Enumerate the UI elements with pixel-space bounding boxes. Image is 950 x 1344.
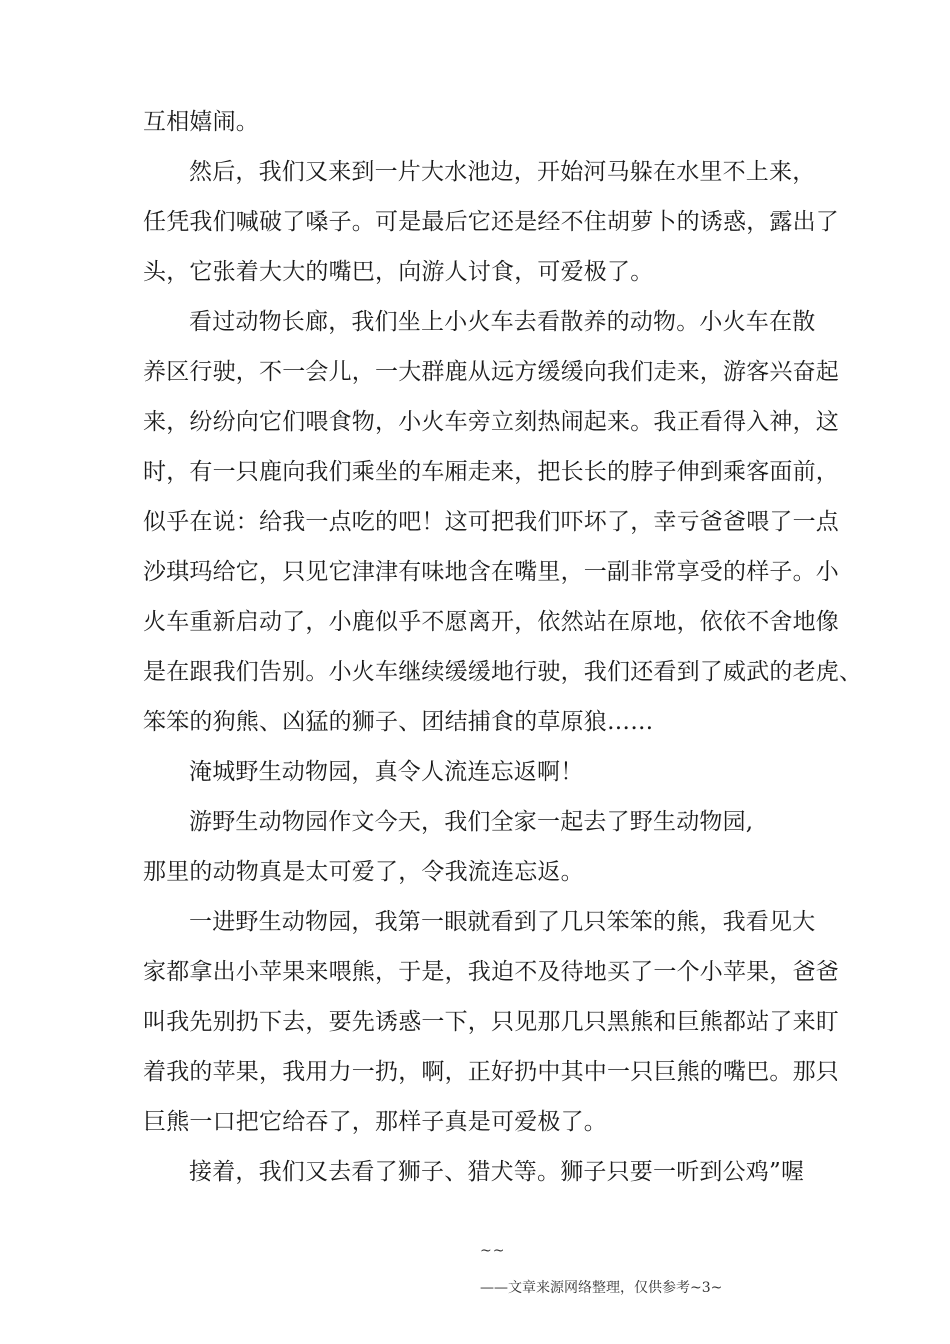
text-line: 是在跟我们告别。小火车继续缓缓地行驶，我们还看到了威武的老虎、 <box>143 659 863 685</box>
text-line: 看过动物长廊，我们坐上小火车去看散养的动物。小火车在散 <box>189 309 816 335</box>
text-line: 头，它张着大大的嘴巴，向游人讨食，可爱极了。 <box>143 259 654 285</box>
footer-mark: ~~ <box>480 1243 506 1259</box>
text-line: 笨笨的狗熊、凶猛的狮子、团结捕食的草原狼…… <box>143 709 654 735</box>
text-line: 然后，我们又来到一片大水池边，开始河马躲在水里不上来， <box>189 159 816 185</box>
footer-source-note: ——文章来源网络整理，仅供参考~3~ <box>480 1280 723 1296</box>
text-line: 着我的苹果，我用力一扔，啊，正好扔中其中一只巨熊的嘴巴。那只 <box>143 1059 839 1085</box>
text-line: 互相嬉闹。 <box>143 109 259 135</box>
text-line: 接着，我们又去看了狮子、猎犬等。狮子只要一听到公鸡”喔 <box>189 1159 805 1185</box>
text-line: 家都拿出小苹果来喂熊，于是，我迫不及待地买了一个小苹果，爸爸 <box>143 959 839 985</box>
text-line: 巨熊一口把它给吞了，那样子真是可爱极了。 <box>143 1109 607 1135</box>
text-line: 叫我先别扔下去，要先诱惑一下，只见那几只黑熊和巨熊都站了来盯 <box>143 1009 839 1035</box>
text-line: 淹城野生动物园，真令人流连忘返啊！ <box>189 759 584 785</box>
text-line: 一进野生动物园，我第一眼就看到了几只笨笨的熊，我看见大 <box>189 909 816 935</box>
text-line: 时，有一只鹿向我们乘坐的车厢走来，把长长的脖子伸到乘客面前， <box>143 459 839 485</box>
text-line: 养区行驶，不一会儿，一大群鹿从远方缓缓向我们走来，游客兴奋起 <box>143 359 839 385</box>
text-line: 沙琪玛给它，只见它津津有味地含在嘴里，一副非常享受的样子。小 <box>143 559 839 585</box>
text-line: 任凭我们喊破了嗓子。可是最后它还是经不住胡萝卜的诱惑，露出了 <box>143 209 839 235</box>
text-line: 似乎在说：给我一点吃的吧！这可把我们吓坏了，幸亏爸爸喂了一点 <box>143 509 839 535</box>
text-line: 火车重新启动了，小鹿似乎不愿离开，依然站在原地，依依不舍地像 <box>143 609 839 635</box>
text-line: 游野生动物园作文今天，我们全家一起去了野生动物园, <box>189 809 754 835</box>
text-line: 那里的动物真是太可爱了，令我流连忘返。 <box>143 859 584 885</box>
text-line: 来，纷纷向它们喂食物，小火车旁立刻热闹起来。我正看得入神，这 <box>143 409 839 435</box>
article-body <box>143 97 863 1197</box>
